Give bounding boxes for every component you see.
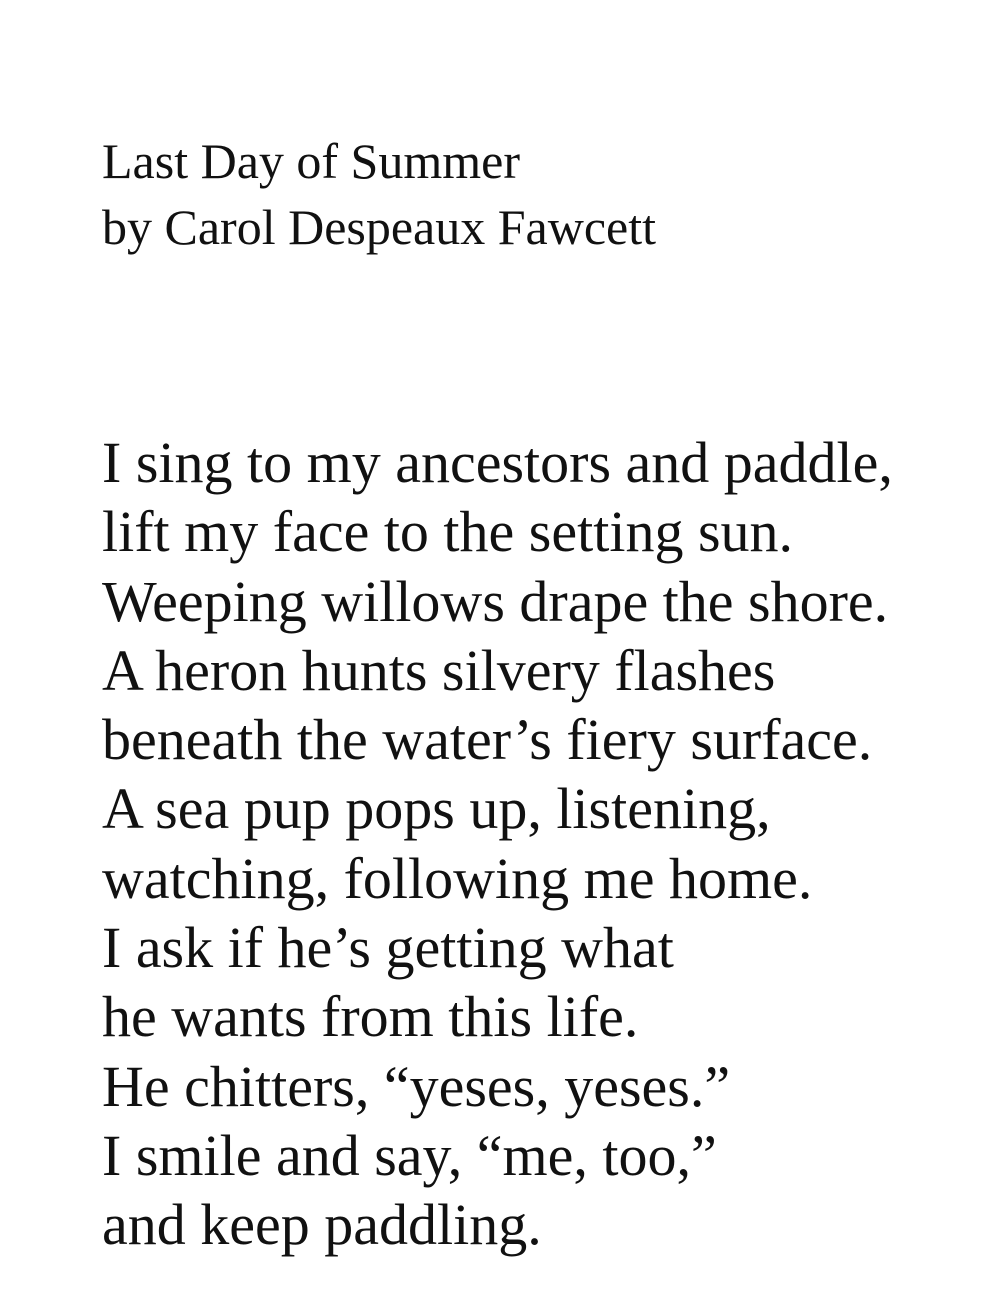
poem-line: Weeping willows drape the shore. <box>102 568 889 634</box>
poem-line: A heron hunts silvery flashes <box>102 637 776 703</box>
poem-line: and keep paddling. <box>102 1192 542 1258</box>
poem-line: I ask if he’s getting what <box>102 915 674 981</box>
poem-body <box>102 428 982 1260</box>
poem-line: watching, following me home. <box>102 845 813 911</box>
poem-line: he wants from this life. <box>102 984 639 1050</box>
poem-line: beneath the water’s fiery surface. <box>102 707 873 773</box>
poem-byline: by Carol Despeaux Fawcett <box>102 199 657 255</box>
poem-line: A sea pup pops up, listening, <box>102 776 771 842</box>
poem-line: I smile and say, “me, too,” <box>102 1122 717 1188</box>
title-block <box>102 128 962 260</box>
poem-line: lift my face to the setting sun. <box>102 499 794 565</box>
poem-line: I sing to my ancestors and paddle, <box>102 430 893 495</box>
poem-title: Last Day of Summer <box>102 133 520 189</box>
poem-line: He chitters, “yeses, yeses.” <box>102 1053 731 1119</box>
